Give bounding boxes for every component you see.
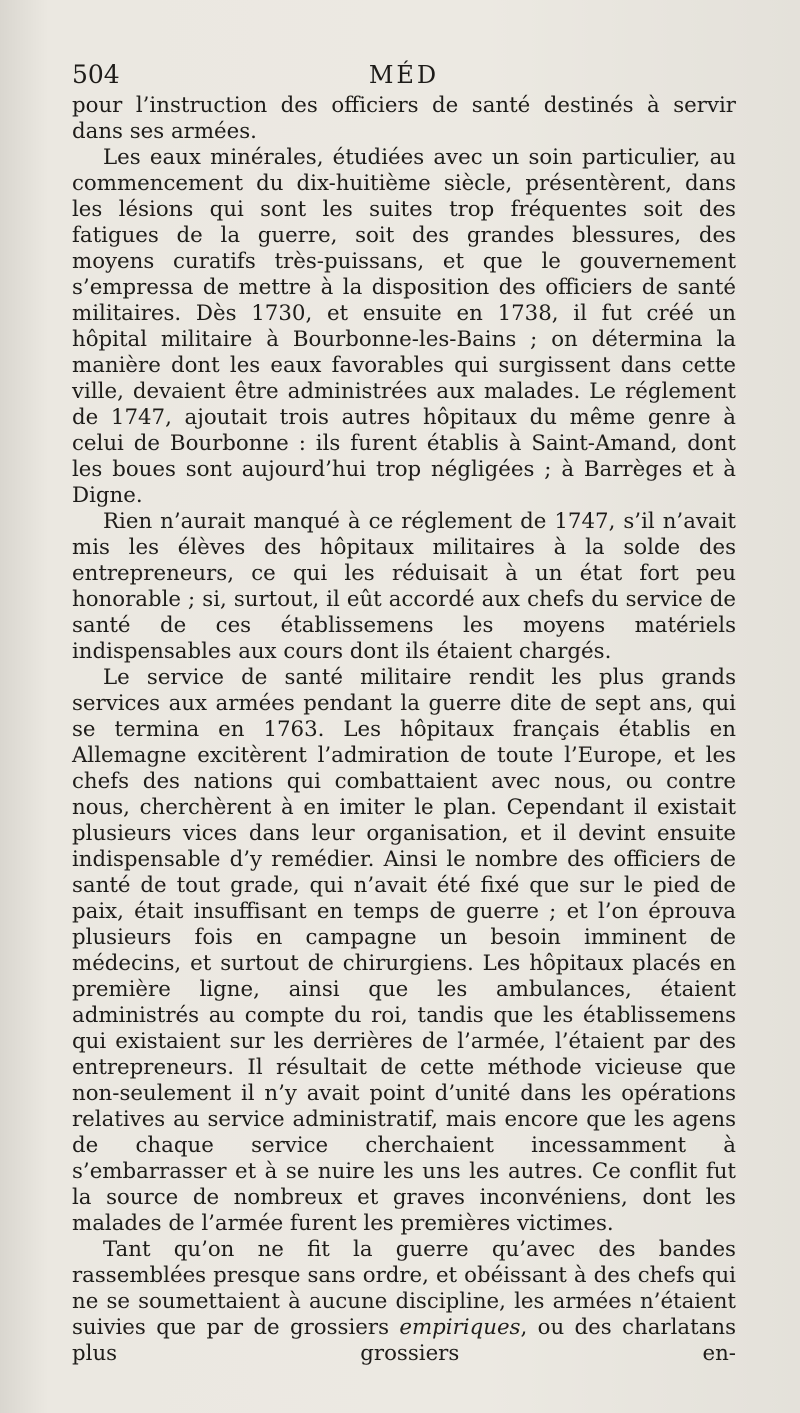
paragraph-eaux-minerales: Les eaux minérales, étudiées avec un soin particulier, au commencement du dix-huitième siècle, présentèrent, dans les lésions qui sont les suites trop fréquentes soit des fatigues de la guerre, soit des grandes blessures, des moyens curatifs très-puissans, et que le gouvernement s’empressa de mettre à la disposition des officiers de santé militaires. Dès 1730, et ensuite en 1738, il fut créé un hôpital militaire à Bourbonne-les-Bains ; on détermina la manière dont les eaux favorables qui surgissent dans cette ville, devaient être administrées aux malades. Le réglement de 1747, ajoutait trois autres hôpitaux du même genre à celui de Bourbonne : ils furent établis à Saint-Amand, dont les boues sont aujourd’hui trop négligées ; à Barrèges et à Digne.: [72, 145, 736, 508]
paragraph-continuation: pour l’instruction des officiers de santé destinés à servir dans ses armées.: [72, 93, 736, 144]
paragraph-service-sante: Le service de santé militaire rendit les plus grands services aux armées pendant la guerre dite de sept ans, qui se termina en 1763. Les hôpitaux français établis en Allemagne excitèrent l’admiration de toute l’Europe, et les chefs des nations qui combattaient avec nous, ou contre nous, cherchèrent à en imiter le plan. Cependant il existait plusieurs vices dans leur organisation, et il devint ensuite indispensable d’y remédier. Ainsi le nombre des officiers de santé de tout grade, qui n’avait été fixé que sur le pied de paix, était insuffisant en temps de guerre ; et l’on éprouva plusieurs fois en campagne un besoin imminent de médecins, et surtout de chirurgiens. Les hôpitaux placés en première ligne, ainsi que les ambulances, étaient administrés au compte du roi, tandis que les établissemens qui existaient sur les derrières de l’armée, l’étaient par des entrepreneurs. Il résultait de cette méthode vicieuse que non-seulement il n’y avait point d’unité dans les opérations relatives au service administratif, mais encore que les agens de chaque service cherchaient incessamment à s’embarrasser et à se nuire les uns les autres. Ce conflit fut la source de nombreux et graves inconvéniens, dont les malades de l’armée furent les premières victimes.: [72, 665, 736, 1236]
paragraph-bandes-rassemblees: [72, 1237, 736, 1367]
paragraph-text-end: , ou des charlatans plus grossiers en-: [72, 1315, 736, 1366]
page-header: [72, 58, 736, 92]
running-head: MÉD: [368, 61, 440, 89]
paragraph-reglement-1747: Rien n’aurait manqué à ce réglement de 1747, s’il n’avait mis les élèves des hôpitaux militaires à la solde des entrepreneurs, ce qui les réduisait à un état fort peu honorable ; si, surtout, il eût accordé aux chefs du service de santé de ces établissemens les moyens matériels indispensables aux cours dont ils étaient chargés.: [72, 509, 736, 664]
page-number: 504: [72, 60, 120, 89]
paragraph-text-start: Tant qu’on ne fit la guerre qu’avec des bandes rassemblées presque sans ordre, et obéissant à des chefs qui ne se soumettaient à aucune discipline, les armées n’étaient suivies que par de grossiers: [72, 1237, 736, 1340]
italic-term-empiriques: empiriques: [399, 1315, 521, 1340]
body-text: [72, 93, 736, 1367]
